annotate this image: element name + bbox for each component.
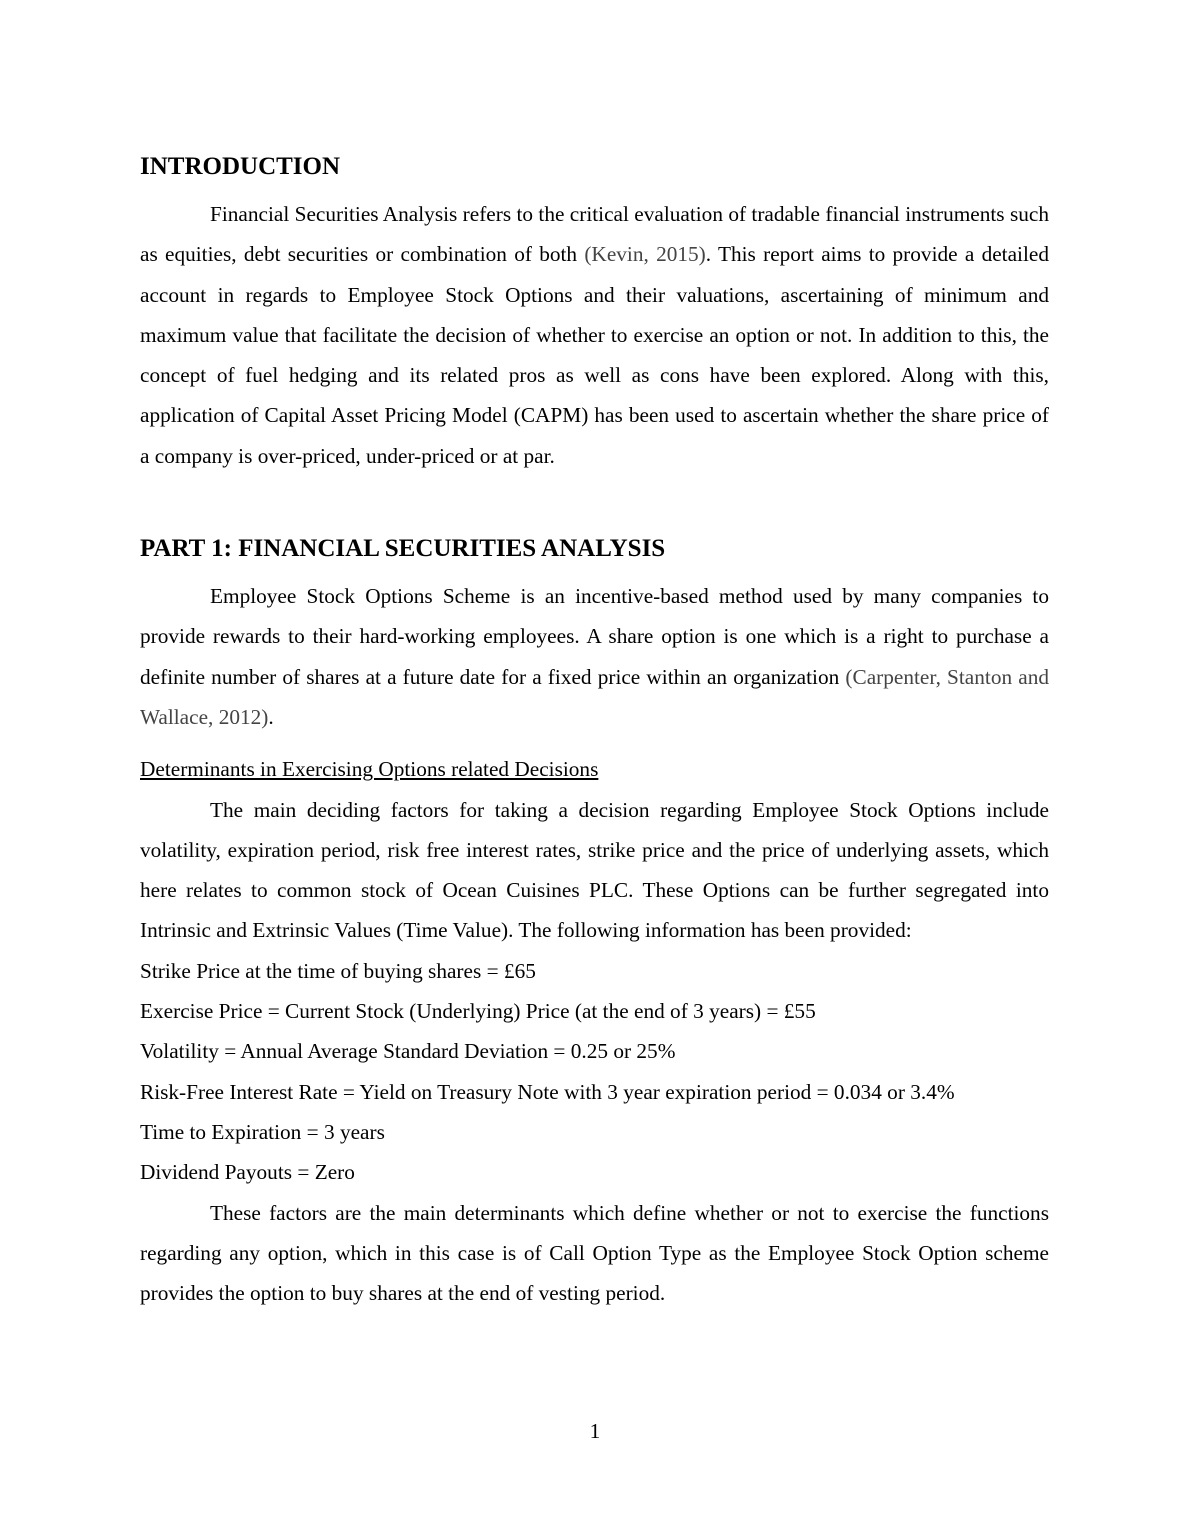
part1-heading: PART 1: FINANCIAL SECURITIES ANALYSIS (140, 535, 666, 563)
page-number: 1 (589, 1419, 601, 1443)
intro-text-2: . This report aims to provide a detailed account in regards to Employee Stock Options and their valuations, ascertaining of minimum and maximum value that facilitate the decision of whether to exercise an option or not. In addition to this, the concept of fuel hedging and its related pros as well as cons have been explored. Along with this, application of Capital Asset Pricing Model (CAPM) has been used to ascertain whether the share price of a company is over-priced, under-priced or at par. (140, 242, 1049, 468)
fact-dividend-payouts: Dividend Payouts = Zero (140, 1160, 355, 1185)
part1-citation: (Carpenter, Stanton and Wallace, 2012) (140, 664, 1050, 729)
intro-paragraph (140, 194, 1049, 476)
fact-risk-free-rate: Risk-Free Interest Rate = Yield on Treasury Note with 3 year expiration period = 0.034 or 3.4% (140, 1079, 955, 1104)
determinants-paragraph: The main deciding factors for taking a decision regarding Employee Stock Options include volatility, expiration period, risk free interest rates, strike price and the price of underlying assets, which here relates to common stock of Ocean Cuisines PLC. These Options can be further segregated into Intrinsic and Extrinsic Values (Time Value). The following information has been provided: (140, 797, 1049, 943)
fact-strike-price: Strike Price at the time of buying shares = £65 (140, 958, 536, 983)
fact-volatility: Volatility = Annual Average Standard Deviation = 0.25 or 25% (140, 1039, 676, 1064)
part1-text-1: Employee Stock Options Scheme is an incentive-based method used by many companies to provide rewards to their hard-working employees. A share option is one which is a right to purchase a definite number of shares at a future date for a fixed price within an organization (140, 584, 1049, 689)
fact-time-to-expiration: Time to Expiration = 3 years (140, 1119, 385, 1144)
closing-paragraph: These factors are the main determinants which define whether or not to exercise the functions regarding any option, which in this case is of Call Option Type as the Employee Stock Option scheme provides the option to buy shares at the end of vesting period. (140, 1200, 1049, 1306)
intro-text-1: Financial Securities Analysis refers to the critical evaluation of tradable financial instruments such as equities, debt securities or combination of both (140, 202, 1049, 267)
part1-paragraph (140, 576, 1049, 737)
part1-text-2: . (268, 704, 274, 729)
intro-citation: (Kevin, 2015) (584, 242, 706, 267)
fact-exercise-price: Exercise Price = Current Stock (Underlying) Price (at the end of 3 years) = £55 (140, 999, 816, 1024)
intro-heading: INTRODUCTION (140, 153, 341, 180)
document-page (140, 150, 1049, 1313)
determinants-subheading: Determinants in Exercising Options related Decisions (140, 757, 599, 782)
